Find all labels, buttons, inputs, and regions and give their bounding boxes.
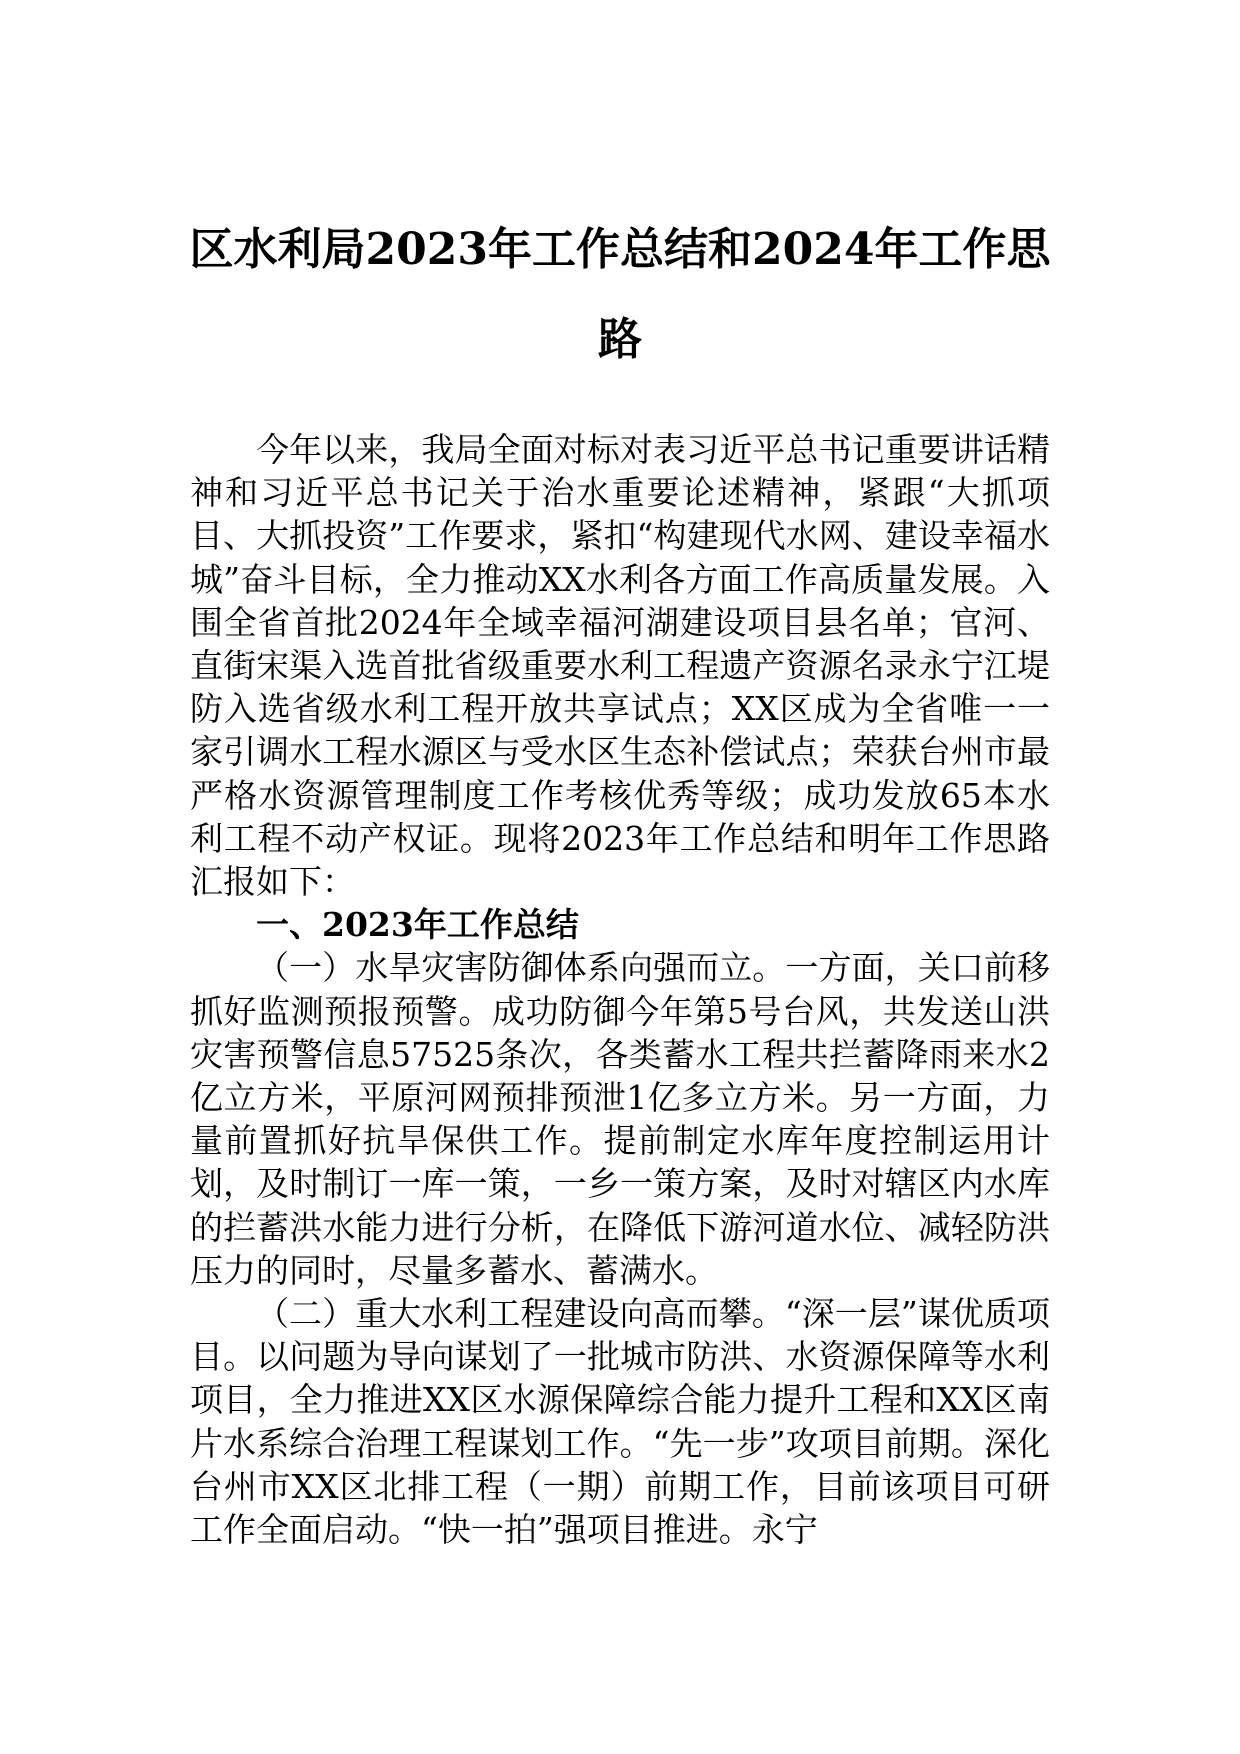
item-paragraph-1: （一）水旱灾害防御体系向强而立。一方面，关口前移抓好监测预报预警。成功防御今年第5号台风，共发送山洪灾害预警信息57525条次，各类蓄水工程共拦蓄降雨来水2亿立方米，平原河网预排预泄1亿多立方米。另一方面，力量前置抓好抗旱保供工作。提前制定水库年度控制运用计划，及时制订一库一策，一乡一策方案，及时对辖区内水库的拦蓄洪水能力进行分析，在降低下游河道水位、减轻防洪压力的同时，尽量多蓄水、蓄满水。 [190,948,1050,1290]
title-line-2: 路 [598,314,642,365]
title-line-1: 区水利局2023年工作总结和2024年工作思 [189,224,1051,275]
section-heading-1: 一、2023年工作总结 [256,905,579,945]
item-paragraph-2: （二）重大水利工程建设向高而攀。“深一层”谋优质项目。以问题为导向谋划了一批城市防洪、水资源保障等水利项目，全力推进XX区水源保障综合能力提升工程和XX区南片水系综合治理工程谋划工作。“先一步”攻项目前期。深化台州市XX区北排工程（一期）前期工作，目前该项目可研工作全面启动。“快一拍”强项目推进。永宁 [190,1294,1050,1550]
document-title [150,205,1090,385]
intro-paragraph: 今年以来，我局全面对标对表习近平总书记重要讲话精神和习近平总书记关于治水重要论述精神，紧跟“大抓项目、大抓投资”工作要求，紧扣“构建现代水网、建设幸福水城”奋斗目标，全力推动XX水利各方面工作高质量发展。入围全省首批2024年全域幸福河湖建设项目县名单；官河、直街宋渠入选首批省级重要水利工程遗产资源名录永宁江堤防入选省级水利工程开放共享试点；XX区成为全省唯一一家引调水工程水源区与受水区生态补偿试点；荣获台州市最严格水资源管理制度工作考核优秀等级；成功发放65本水利工程不动产权证。现将2023年工作总结和明年工作思路汇报如下： [190,430,1050,902]
document-body [190,428,1050,1551]
